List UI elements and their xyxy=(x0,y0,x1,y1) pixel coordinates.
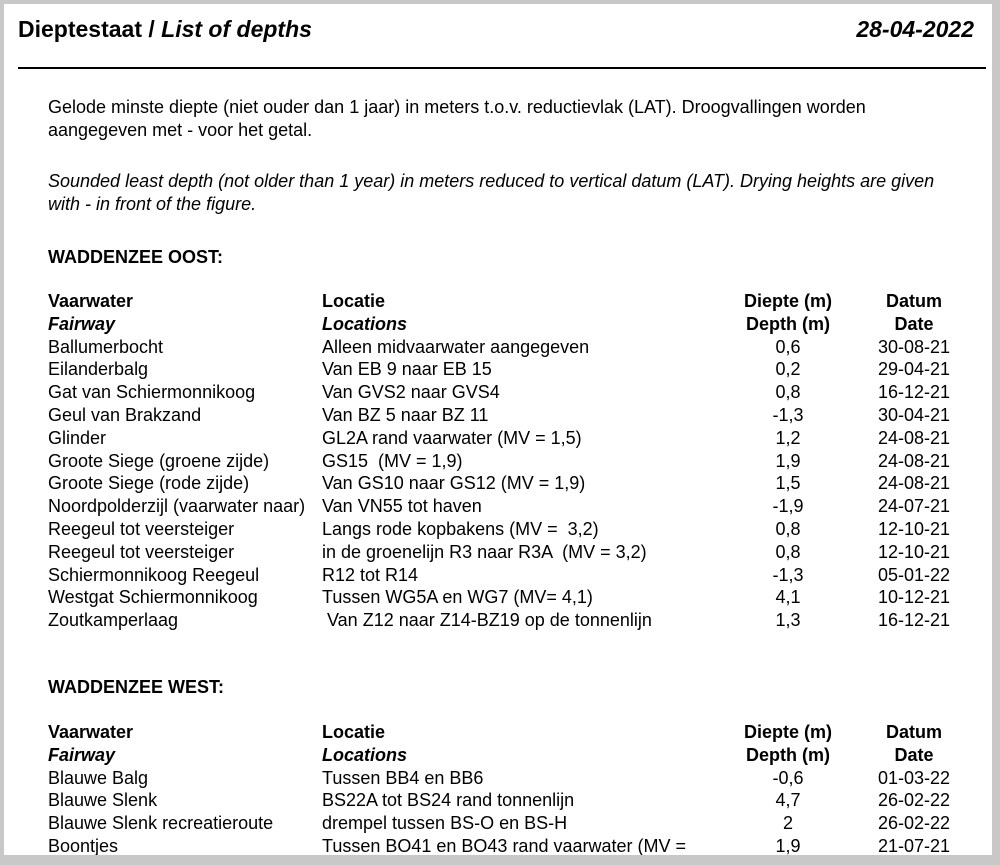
table-row xyxy=(48,586,968,609)
location-cell: Van BZ 5 naar BZ 11 xyxy=(322,404,489,425)
table-row xyxy=(48,789,968,812)
table-row xyxy=(48,404,968,427)
fairway-cell: Eilanderbalg xyxy=(48,359,149,380)
fairway-cell: Schiermonnikoog Reegeul xyxy=(48,564,260,585)
col-header-depth-en: Depth (m) xyxy=(746,744,830,765)
fairway-cell: Gat van Schiermonnikoog xyxy=(48,382,256,403)
col-header-fairway: Vaarwater xyxy=(48,291,134,311)
col-header-fairway-en: Fairway xyxy=(48,313,116,334)
date-cell: 16-12-21 xyxy=(877,610,951,631)
depth-cell: -1,9 xyxy=(772,496,804,517)
fairway-cell: Boontjes xyxy=(48,835,119,855)
location-cell: Van VN55 tot haven xyxy=(322,496,482,517)
col-header-location: Locatie xyxy=(322,291,386,311)
depth-cell: 0,8 xyxy=(775,382,801,403)
depth-cell: 0,2 xyxy=(775,359,801,380)
page-header xyxy=(18,16,974,46)
col-header-depth-en: Depth (m) xyxy=(746,313,830,334)
col-header-fairway-en: Fairway xyxy=(48,744,116,765)
table-row xyxy=(48,381,968,404)
location-cell: R12 tot R14 xyxy=(322,564,419,585)
table-row xyxy=(48,472,968,495)
location-cell: BS22A tot BS24 rand tonnenlijn xyxy=(322,790,575,811)
date-cell: 24-08-21 xyxy=(877,427,951,448)
table-row xyxy=(48,812,968,835)
fairway-cell: Reegeul tot veersteiger xyxy=(48,541,235,562)
fairway-cell: Blauwe Slenk recreatieroute xyxy=(48,813,274,834)
fairway-cell: Geul van Brakzand xyxy=(48,404,202,425)
col-header-fairway: Vaarwater xyxy=(48,722,134,742)
location-cell: Van GS10 naar GS12 (MV = 1,9) xyxy=(322,473,586,494)
table-row xyxy=(48,336,968,359)
document-page xyxy=(4,4,992,855)
location-cell: Tussen BO41 en BO43 rand vaarwater (MV = xyxy=(322,835,687,855)
depth-cell: 4,1 xyxy=(775,587,801,608)
depth-cell: 2 xyxy=(782,813,793,834)
table-row xyxy=(48,427,968,450)
date-cell: 10-12-21 xyxy=(877,587,951,608)
location-cell: Alleen midvaarwater aangegeven xyxy=(322,336,590,357)
fairway-cell: Groote Siege (groene zijde) xyxy=(48,450,270,471)
location-cell: Tussen WG5A en WG7 (MV= 4,1) xyxy=(322,587,593,608)
fairway-cell: Ballumerbocht xyxy=(48,336,164,357)
date-cell: 30-08-21 xyxy=(877,336,951,357)
depth-cell: -0,6 xyxy=(772,767,804,788)
col-header-depth: Diepte (m) xyxy=(743,291,832,311)
date-cell: 26-02-22 xyxy=(877,813,951,834)
location-cell: Tussen BB4 en BB6 xyxy=(322,767,484,788)
depth-cell: 0,6 xyxy=(775,336,801,357)
date-cell: 21-07-21 xyxy=(877,835,951,855)
col-header-date-en: Date xyxy=(894,313,934,334)
table-row xyxy=(48,564,968,587)
table-header-row-english xyxy=(48,313,968,336)
depth-cell: 4,7 xyxy=(775,790,801,811)
title-dutch: Dieptestaat / xyxy=(18,16,162,42)
date-cell: 12-10-21 xyxy=(877,518,951,539)
depth-cell: 1,9 xyxy=(775,835,801,855)
depth-cell: 0,8 xyxy=(775,518,801,539)
depth-cell: 1,5 xyxy=(775,473,801,494)
col-header-date-en: Date xyxy=(894,744,934,765)
col-header-location-en: Locations xyxy=(322,313,408,334)
table-row xyxy=(48,450,968,473)
table-header-row xyxy=(48,290,968,313)
location-cell: Van GVS2 naar GVS4 xyxy=(322,382,500,403)
fairway-cell: Zoutkamperlaag xyxy=(48,610,179,631)
date-cell: 24-08-21 xyxy=(877,450,951,471)
date-cell: 12-10-21 xyxy=(877,541,951,562)
date-cell: 05-01-22 xyxy=(877,564,951,585)
depth-cell: -1,3 xyxy=(772,564,804,585)
date-cell: 29-04-21 xyxy=(877,359,951,380)
publication-date: 28-04-2022 xyxy=(856,16,974,42)
fairway-cell: Blauwe Slenk xyxy=(48,790,158,811)
table-row xyxy=(48,358,968,381)
fairway-cell: Reegeul tot veersteiger xyxy=(48,518,235,539)
col-header-depth: Diepte (m) xyxy=(743,722,832,742)
fairway-cell: Blauwe Balg xyxy=(48,767,149,788)
location-cell: GL2A rand vaarwater (MV = 1,5) xyxy=(322,427,582,448)
depth-table-west xyxy=(48,721,968,855)
depth-cell: 1,3 xyxy=(775,610,801,631)
fairway-cell: Noordpolderzijl (vaarwater naar) xyxy=(48,496,306,517)
fairway-cell: Glinder xyxy=(48,427,107,448)
fairway-cell: Westgat Schiermonnikoog xyxy=(48,587,258,608)
section-title-oost: WADDENZEE OOST: xyxy=(48,247,224,267)
table-header-row xyxy=(48,721,968,744)
col-header-date: Datum xyxy=(885,722,942,742)
title-english: List of depths xyxy=(161,16,312,42)
table-row xyxy=(48,767,968,790)
depth-cell: -1,3 xyxy=(772,404,804,425)
date-cell: 24-07-21 xyxy=(877,496,951,517)
table-row xyxy=(48,609,968,632)
table-row xyxy=(48,835,968,855)
intro-dutch: Gelode minste diepte (niet ouder dan 1 jaar) in meters t.o.v. reductievlak (LAT). Droogvallingen worden aangegeven met - voor het getal. xyxy=(48,97,866,140)
location-cell: Langs rode kopbakens (MV = 3,2) xyxy=(322,518,599,539)
location-cell: GS15 (MV = 1,9) xyxy=(322,450,463,471)
location-cell: in de groenelijn R3 naar R3A (MV = 3,2) xyxy=(322,541,647,562)
date-cell: 01-03-22 xyxy=(877,767,951,788)
depth-cell: 0,8 xyxy=(775,541,801,562)
table-header-row-english xyxy=(48,744,968,767)
date-cell: 16-12-21 xyxy=(877,382,951,403)
page-title xyxy=(18,16,312,43)
date-cell: 30-04-21 xyxy=(877,404,951,425)
depth-cell: 1,9 xyxy=(775,450,801,471)
table-row xyxy=(48,495,968,518)
date-cell: 26-02-22 xyxy=(877,790,951,811)
depth-cell: 1,2 xyxy=(775,427,801,448)
table-row xyxy=(48,541,968,564)
header-divider xyxy=(18,67,986,69)
date-cell: 24-08-21 xyxy=(877,473,951,494)
depth-table-oost xyxy=(48,290,968,632)
location-cell: drempel tussen BS-O en BS-H xyxy=(322,813,568,834)
fairway-cell: Groote Siege (rode zijde) xyxy=(48,473,250,494)
col-header-location: Locatie xyxy=(322,722,386,742)
location-cell: Van EB 9 naar EB 15 xyxy=(322,359,492,380)
col-header-date: Datum xyxy=(885,291,942,311)
col-header-location-en: Locations xyxy=(322,744,408,765)
intro-english: Sounded least depth (not older than 1 year) in meters reduced to vertical datum (LAT). Drying heights are given with - in front of the figure. xyxy=(48,171,935,214)
table-row xyxy=(48,518,968,541)
section-title-west: WADDENZEE WEST: xyxy=(48,677,225,697)
location-cell: Van Z12 naar Z14-BZ19 op de tonnenlijn xyxy=(322,610,652,631)
